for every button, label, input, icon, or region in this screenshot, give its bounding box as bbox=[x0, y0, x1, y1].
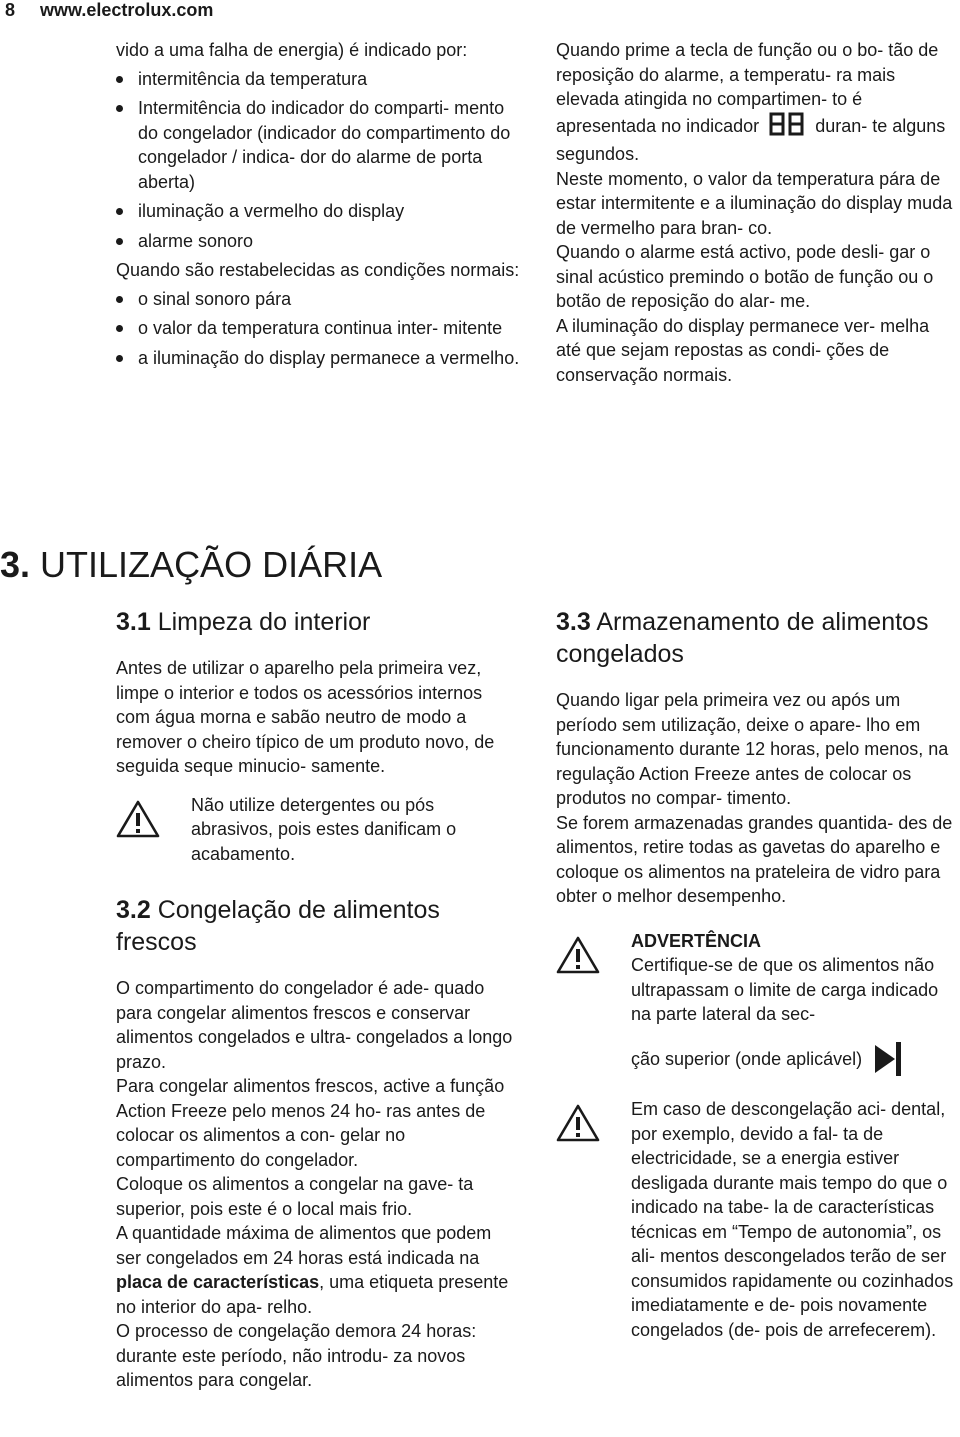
warning-block bbox=[116, 793, 518, 867]
paragraph: Neste momento, o valor da temperatura pára de estar intermitente e a iluminação do display muda de vermelho para bran- co. bbox=[556, 168, 953, 238]
paragraph: O processo de congelação demora 24 horas: durante este período, não introdu- za novos alimentos para congelar. bbox=[116, 1321, 477, 1390]
site-url: www.electrolux.com bbox=[40, 0, 214, 20]
right-top-column bbox=[556, 38, 956, 387]
warning-block bbox=[556, 929, 958, 1084]
warning-icon bbox=[116, 799, 160, 839]
warning-text: Em caso de descongelação aci- dental, por exemplo, devido a fal- ta de electricidade, se a energia estiver desligada durante mais tempo do que o indicado na tabe- la de características técnicas em “Tempo de autonomia”, os ali- mentos descongelados terão de ser consumidos rapidamente ou cozinhados imediatamente e de- pois novamente congelados (de- pois de arrefecerem). bbox=[631, 1099, 954, 1340]
list-item: alarme sonoro bbox=[116, 229, 526, 254]
section-number: 3. bbox=[0, 544, 31, 585]
warning-text-tail bbox=[631, 1041, 958, 1084]
restore-list bbox=[116, 287, 526, 371]
warning-title: ADVERTÊNCIA bbox=[631, 930, 762, 951]
intro-text: vido a uma falha de energia) é indicado por: bbox=[116, 40, 468, 60]
subsection-title: Limpeza do interior bbox=[157, 608, 371, 636]
subsection-heading bbox=[116, 894, 518, 958]
restore-text: Quando são restabelecidas as condições normais: bbox=[116, 260, 520, 280]
paragraph-text: , uma etiqueta presente no interior do apa- relho. bbox=[116, 1272, 509, 1317]
subsection-heading bbox=[556, 606, 958, 670]
paragraph bbox=[556, 38, 956, 167]
warning-text: Certifique-se de que os alimentos não ultrapassam o limite de carga indicado na parte lateral da sec- bbox=[631, 955, 939, 1024]
list-item: Intermitência do indicador do comparti- mento do congelador (indicador do compartimento do congelador / indica- dor do alarme de porta aberta) bbox=[116, 96, 526, 194]
paragraph: Antes de utilizar o aparelho pela primeira vez, limpe o interior e todos os acessórios internos com água morna e sabão neutro de modo a remover o cheiro típico de um produto novo, de seguida seque minucio- samente. bbox=[116, 658, 495, 776]
rating-plate-term: placa de características bbox=[116, 1272, 320, 1292]
paragraph-text: ção superior (onde aplicável) bbox=[631, 1048, 863, 1069]
paragraph: Para congelar alimentos frescos, active a função Action Freeze pelo menos 24 ho- ras antes de colocar os alimentos a con- gelar no compartimento do congelador. bbox=[116, 1076, 505, 1170]
list-item: intermitência da temperatura bbox=[116, 67, 526, 92]
warning-text: Não utilize detergentes ou pós abrasivos, pois estes danificam o acabamento. bbox=[191, 794, 457, 864]
section-heading bbox=[0, 545, 382, 585]
warning-block bbox=[556, 1097, 958, 1342]
load-limit-icon bbox=[873, 1041, 903, 1084]
page-number: 8 bbox=[5, 0, 16, 20]
warning-icon bbox=[556, 935, 600, 975]
subsection-number: 3.3 bbox=[556, 608, 591, 636]
paragraph: Se forem armazenadas grandes quantida- des de alimentos, retire todas as gavetas do aparelho e coloque os alimentos na prateleira de vidro para obter o melhor desempenho. bbox=[556, 812, 953, 906]
warning-icon bbox=[556, 1103, 600, 1143]
paragraph: Coloque os alimentos a congelar na gave- ta superior, pois este é o local mais frio. bbox=[116, 1174, 474, 1219]
paragraph: Quando ligar pela primeira vez ou após um período sem utilização, deixe o apare- lho em funcionamento durante 12 horas, pelo menos, na regulação Action Freeze antes de colocar os produtos no compar- timento. bbox=[556, 690, 949, 808]
seven-segment-display-icon bbox=[768, 112, 806, 143]
list-item: a iluminação do display permanece a vermelho. bbox=[116, 346, 526, 371]
list-item: o valor da temperatura continua inter- mitente bbox=[116, 316, 526, 341]
section-title: UTILIZAÇÃO DIÁRIA bbox=[40, 544, 383, 585]
paragraph: O compartimento do congelador é ade- quado para congelar alimentos frescos e conservar alimentos congelados e ultra- congelados a longo prazo. bbox=[116, 978, 513, 1072]
subsection-title: Congelação de alimentos frescos bbox=[116, 896, 440, 956]
list-item: iluminação a vermelho do display bbox=[116, 199, 526, 224]
right-bottom-column bbox=[556, 606, 958, 1342]
paragraph: Quando o alarme está activo, pode desli- gar o sinal acústico premindo o botão de função ou o botão de reposição do alar- me. bbox=[556, 242, 934, 311]
left-top-column bbox=[116, 38, 526, 375]
subsection-number: 3.1 bbox=[116, 608, 151, 636]
warning-content bbox=[631, 929, 958, 1084]
subsection-title: Armazenamento de alimentos congelados bbox=[556, 608, 929, 668]
alarm-indicators-list bbox=[116, 67, 526, 254]
left-bottom-column bbox=[116, 606, 518, 1393]
subsection-number: 3.2 bbox=[116, 896, 151, 924]
paragraph-text: Quando prime a tecla de função ou o bo- tão de reposição do alarme, a temperatu- ra mais elevada atingida no compartimen- to é apresentada no indicador bbox=[556, 40, 939, 136]
paragraph bbox=[116, 1221, 518, 1319]
paragraph-text: A quantidade máxima de alimentos que podem ser congelados em 24 horas está indicada na bbox=[116, 1223, 492, 1268]
paragraph-text: duran- te alguns segundos. bbox=[556, 115, 946, 164]
subsection-heading bbox=[116, 606, 518, 638]
paragraph: A iluminação do display permanece ver- melha até que sejam repostas as condi- ções de conservação normais. bbox=[556, 315, 930, 385]
list-item: o sinal sonoro pára bbox=[116, 287, 526, 312]
